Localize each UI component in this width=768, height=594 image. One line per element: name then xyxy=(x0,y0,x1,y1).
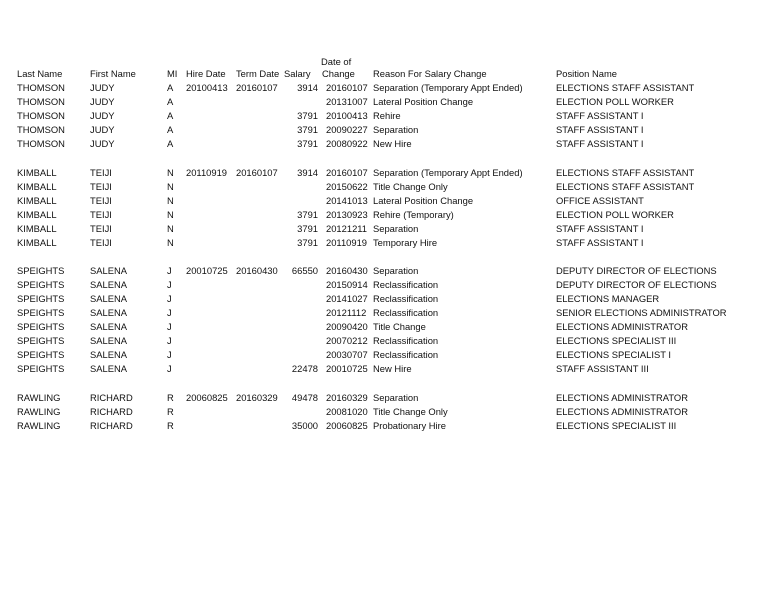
row-mi: R xyxy=(167,392,174,403)
table-row xyxy=(0,292,768,306)
row-salary: 3791 xyxy=(297,110,318,121)
row-last-name: THOMSON xyxy=(17,96,65,107)
row-reason: Separation xyxy=(373,392,419,403)
row-mi: N xyxy=(167,181,174,192)
row-first-name: SALENA xyxy=(90,279,127,290)
row-mi: J xyxy=(167,265,172,276)
row-reason: Separation (Temporary Appt Ended) xyxy=(373,82,523,93)
row-reason: Probationary Hire xyxy=(373,420,446,431)
header-term-date: Term Date xyxy=(236,68,280,79)
row-change-date: 20160107 xyxy=(326,82,368,93)
row-mi: A xyxy=(167,124,174,135)
row-reason: Reclassification xyxy=(373,279,439,290)
row-last-name: THOMSON xyxy=(17,124,65,135)
row-reason: Title Change Only xyxy=(373,181,448,192)
row-mi: N xyxy=(167,167,174,178)
table-row xyxy=(0,123,768,137)
row-first-name: JUDY xyxy=(90,138,115,149)
table-row xyxy=(0,236,768,250)
row-position: ELECTION POLL WORKER xyxy=(556,96,674,107)
row-position: STAFF ASSISTANT I xyxy=(556,110,644,121)
row-last-name: KIMBALL xyxy=(17,167,57,178)
table-row xyxy=(0,278,768,292)
table-row xyxy=(0,334,768,348)
header-change: Change xyxy=(322,68,355,79)
row-salary: 66550 xyxy=(291,265,318,276)
row-mi: A xyxy=(167,82,174,93)
table-row xyxy=(0,222,768,236)
row-reason: Separation xyxy=(373,265,419,276)
row-mi: N xyxy=(167,223,174,234)
row-reason: Rehire xyxy=(373,110,401,121)
header-position: Position Name xyxy=(556,68,617,79)
row-first-name: SALENA xyxy=(90,363,127,374)
row-reason: New Hire xyxy=(373,363,412,374)
row-change-date: 20080922 xyxy=(326,138,368,149)
row-first-name: SALENA xyxy=(90,335,127,346)
row-change-date: 20010725 xyxy=(326,363,368,374)
row-position: STAFF ASSISTANT I xyxy=(556,124,644,135)
row-first-name: JUDY xyxy=(90,124,115,135)
row-first-name: JUDY xyxy=(90,110,115,121)
row-position: ELECTION POLL WORKER xyxy=(556,209,674,220)
row-last-name: SPEIGHTS xyxy=(17,293,65,304)
table-row xyxy=(0,391,768,405)
row-first-name: TEIJI xyxy=(90,237,112,248)
table-row xyxy=(0,95,768,109)
row-reason: Reclassification xyxy=(373,349,439,360)
row-position: ELECTIONS SPECIALIST I xyxy=(556,349,671,360)
row-mi: J xyxy=(167,293,172,304)
table-row xyxy=(0,405,768,419)
header-salary: Salary xyxy=(284,68,311,79)
row-reason: Separation (Temporary Appt Ended) xyxy=(373,167,523,178)
table-row xyxy=(0,208,768,222)
row-change-date: 20090227 xyxy=(326,124,368,135)
row-first-name: SALENA xyxy=(90,349,127,360)
row-hire-date: 20100413 xyxy=(186,82,228,93)
row-last-name: SPEIGHTS xyxy=(17,279,65,290)
table-row xyxy=(0,320,768,334)
row-first-name: SALENA xyxy=(90,321,127,332)
row-position: ELECTIONS MANAGER xyxy=(556,293,660,304)
row-hire-date: 20110919 xyxy=(186,167,228,178)
row-reason: New Hire xyxy=(373,138,412,149)
row-first-name: JUDY xyxy=(90,82,115,93)
row-reason: Lateral Position Change xyxy=(373,195,474,206)
row-mi: R xyxy=(167,406,174,417)
table-row xyxy=(0,194,768,208)
table-row xyxy=(0,180,768,194)
row-last-name: KIMBALL xyxy=(17,209,57,220)
row-salary: 3791 xyxy=(297,237,318,248)
row-term-date: 20160430 xyxy=(236,265,278,276)
row-term-date: 20160107 xyxy=(236,82,278,93)
row-mi: J xyxy=(167,363,172,374)
row-position: DEPUTY DIRECTOR OF ELECTIONS xyxy=(556,265,717,276)
header-reason: Reason For Salary Change xyxy=(373,68,487,79)
table-row xyxy=(0,166,768,180)
row-reason: Reclassification xyxy=(373,335,439,346)
row-mi: N xyxy=(167,237,174,248)
row-mi: J xyxy=(167,335,172,346)
row-position: ELECTIONS STAFF ASSISTANT xyxy=(556,167,695,178)
row-change-date: 20060825 xyxy=(326,420,368,431)
row-change-date: 20121211 xyxy=(326,223,368,234)
table-row xyxy=(0,109,768,123)
row-mi: N xyxy=(167,195,174,206)
row-change-date: 20141027 xyxy=(326,293,368,304)
row-mi: J xyxy=(167,279,172,290)
row-last-name: KIMBALL xyxy=(17,223,57,234)
row-salary: 3791 xyxy=(297,209,318,220)
row-change-date: 20130923 xyxy=(326,209,368,220)
row-position: ELECTIONS ADMINISTRATOR xyxy=(556,406,688,417)
row-salary: 35000 xyxy=(291,420,318,431)
row-position: STAFF ASSISTANT I xyxy=(556,223,644,234)
row-change-date: 20081020 xyxy=(326,406,368,417)
row-reason: Separation xyxy=(373,223,419,234)
row-change-date: 20030707 xyxy=(326,349,368,360)
row-change-date: 20150622 xyxy=(326,181,368,192)
row-salary: 3914 xyxy=(297,82,318,93)
row-last-name: KIMBALL xyxy=(17,195,57,206)
row-last-name: THOMSON xyxy=(17,82,65,93)
table-row xyxy=(0,264,768,278)
row-change-date: 20070212 xyxy=(326,335,368,346)
row-mi: J xyxy=(167,307,172,318)
row-reason: Title Change xyxy=(373,321,426,332)
row-first-name: RICHARD xyxy=(90,406,133,417)
row-term-date: 20160107 xyxy=(236,167,278,178)
row-last-name: SPEIGHTS xyxy=(17,335,65,346)
header-date-of: Date of xyxy=(321,56,352,67)
row-change-date: 20121112 xyxy=(326,307,367,318)
row-first-name: SALENA xyxy=(90,307,127,318)
row-change-date: 20131007 xyxy=(326,96,368,107)
row-reason: Reclassification xyxy=(373,293,439,304)
row-mi: A xyxy=(167,138,174,149)
row-salary: 3791 xyxy=(297,223,318,234)
row-position: ELECTIONS ADMINISTRATOR xyxy=(556,392,688,403)
row-reason: Temporary Hire xyxy=(373,237,438,248)
table-row xyxy=(0,348,768,362)
row-first-name: JUDY xyxy=(90,96,115,107)
row-salary: 3791 xyxy=(297,138,318,149)
row-last-name: SPEIGHTS xyxy=(17,321,65,332)
row-reason: Rehire (Temporary) xyxy=(373,209,454,220)
row-change-date: 20110919 xyxy=(326,237,368,248)
row-last-name: THOMSON xyxy=(17,138,65,149)
row-first-name: TEIJI xyxy=(90,181,112,192)
row-last-name: SPEIGHTS xyxy=(17,363,65,374)
row-position: OFFICE ASSISTANT xyxy=(556,195,644,206)
row-change-date: 20090420 xyxy=(326,321,368,332)
row-last-name: SPEIGHTS xyxy=(17,307,65,318)
row-last-name: RAWLING xyxy=(17,420,61,431)
row-change-date: 20100413 xyxy=(326,110,368,121)
row-position: ELECTIONS SPECIALIST III xyxy=(556,335,677,346)
row-first-name: TEIJI xyxy=(90,167,112,178)
row-last-name: THOMSON xyxy=(17,110,65,121)
row-last-name: KIMBALL xyxy=(17,181,57,192)
row-mi: J xyxy=(167,349,172,360)
header-hire-date: Hire Date xyxy=(186,68,226,79)
row-position: STAFF ASSISTANT I xyxy=(556,237,644,248)
row-position: STAFF ASSISTANT I xyxy=(556,138,644,149)
row-position: DEPUTY DIRECTOR OF ELECTIONS xyxy=(556,279,717,290)
row-mi: A xyxy=(167,96,174,107)
row-reason: Title Change Only xyxy=(373,406,448,417)
row-reason: Lateral Position Change xyxy=(373,96,474,107)
row-reason: Separation xyxy=(373,124,419,135)
row-first-name: TEIJI xyxy=(90,209,112,220)
table-row xyxy=(0,81,768,95)
row-last-name: SPEIGHTS xyxy=(17,349,65,360)
row-mi: J xyxy=(167,321,172,332)
table-row xyxy=(0,362,768,376)
table-row xyxy=(0,137,768,151)
row-change-date: 20160430 xyxy=(326,265,368,276)
row-mi: R xyxy=(167,420,174,431)
row-last-name: KIMBALL xyxy=(17,237,57,248)
header-mi: MI xyxy=(167,68,178,79)
row-change-date: 20150914 xyxy=(326,279,368,290)
row-position: STAFF ASSISTANT III xyxy=(556,363,649,374)
row-first-name: SALENA xyxy=(90,293,127,304)
row-last-name: RAWLING xyxy=(17,406,61,417)
row-salary: 3791 xyxy=(297,124,318,135)
row-position: ELECTIONS STAFF ASSISTANT xyxy=(556,181,695,192)
row-salary: 49478 xyxy=(291,392,318,403)
row-change-date: 20160107 xyxy=(326,167,368,178)
row-position: ELECTIONS ADMINISTRATOR xyxy=(556,321,688,332)
row-reason: Reclassification xyxy=(373,307,439,318)
row-mi: N xyxy=(167,209,174,220)
header-row xyxy=(0,67,768,81)
row-salary: 22478 xyxy=(291,363,318,374)
table-row xyxy=(0,306,768,320)
row-first-name: TEIJI xyxy=(90,223,112,234)
row-change-date: 20160329 xyxy=(326,392,368,403)
row-last-name: RAWLING xyxy=(17,392,61,403)
row-first-name: SALENA xyxy=(90,265,127,276)
table-row xyxy=(0,419,768,433)
row-salary: 3914 xyxy=(297,167,318,178)
row-position: SENIOR ELECTIONS ADMINISTRATOR xyxy=(556,307,727,318)
row-change-date: 20141013 xyxy=(326,195,368,206)
row-first-name: TEIJI xyxy=(90,195,112,206)
row-first-name: RICHARD xyxy=(90,392,133,403)
row-term-date: 20160329 xyxy=(236,392,278,403)
row-position: ELECTIONS SPECIALIST III xyxy=(556,420,677,431)
row-last-name: SPEIGHTS xyxy=(17,265,65,276)
header-last-name: Last Name xyxy=(17,68,63,79)
row-mi: A xyxy=(167,110,174,121)
row-hire-date: 20060825 xyxy=(186,392,228,403)
row-first-name: RICHARD xyxy=(90,420,133,431)
row-position: ELECTIONS STAFF ASSISTANT xyxy=(556,82,695,93)
header-first-name: First Name xyxy=(90,68,136,79)
row-hire-date: 20010725 xyxy=(186,265,228,276)
